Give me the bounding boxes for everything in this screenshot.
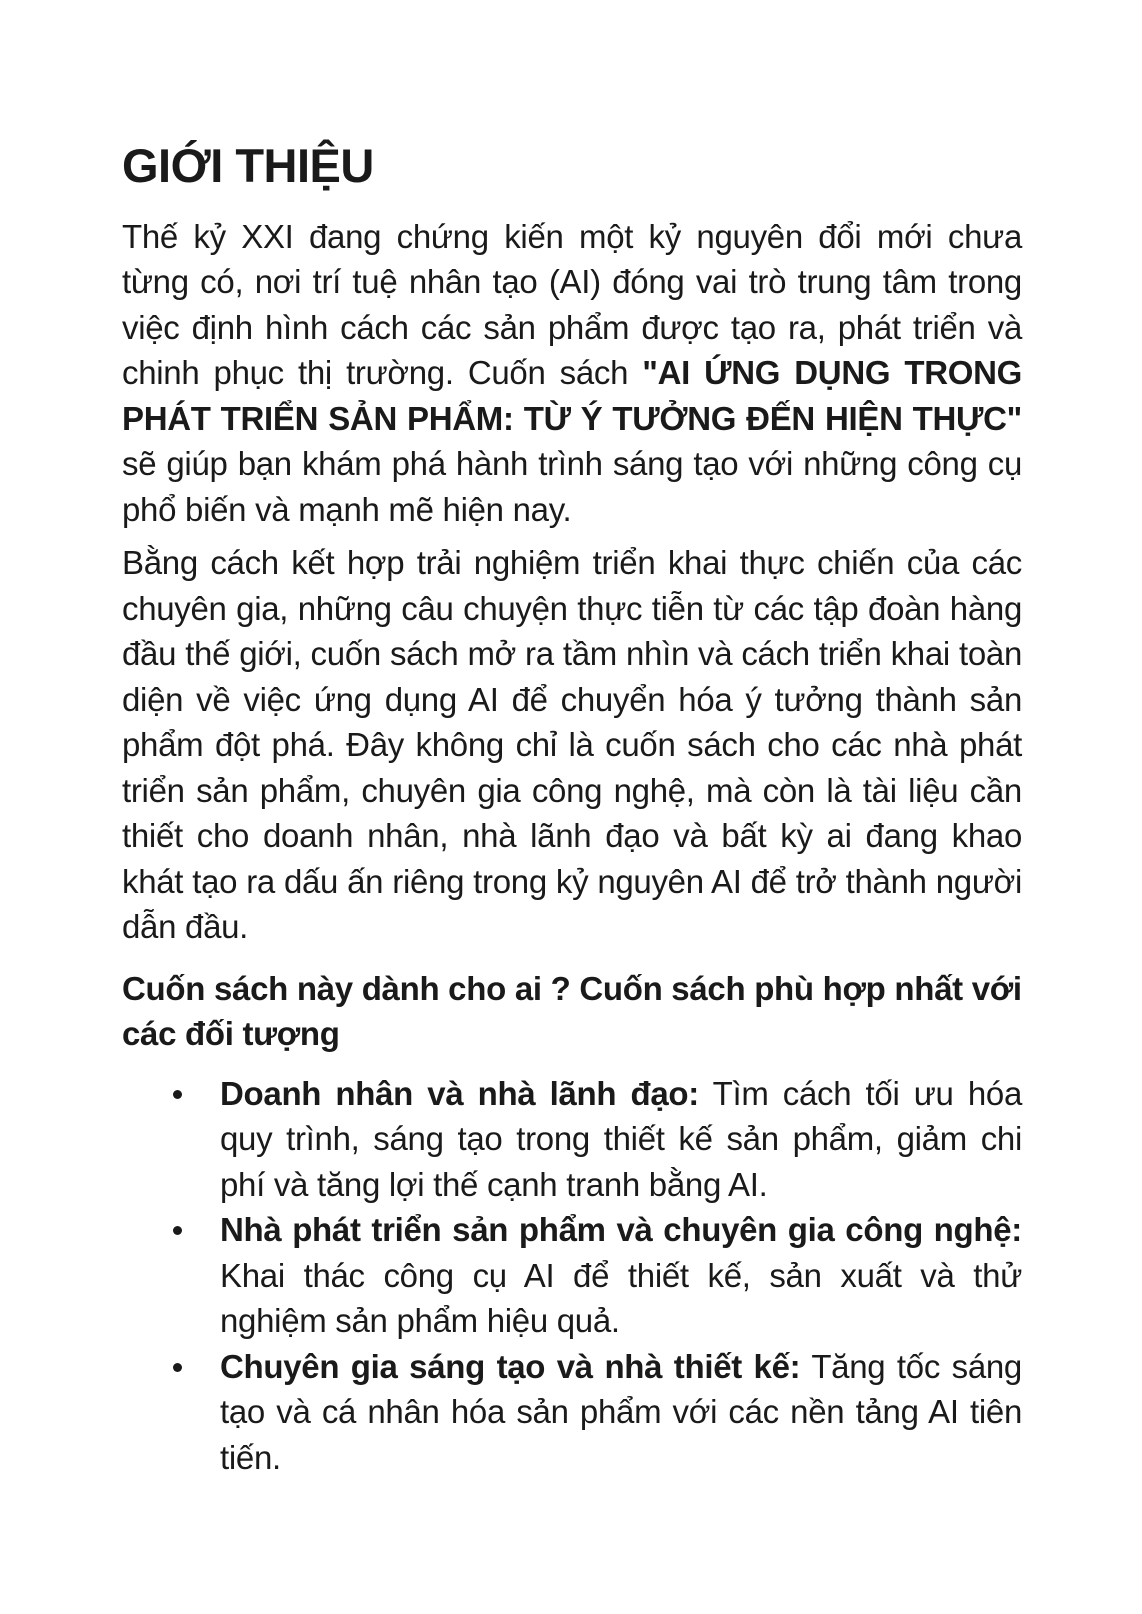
list-item-text: Tìm cách tối ưu hóa quy trình, sáng tạo trong thiết kế sản phẩm, giảm chi phí và tăng lợi thế cạnh tranh bằng AI. <box>220 1074 1022 1203</box>
second-paragraph: Bằng cách kết hợp trải nghiệm triển khai thực chiến của các chuyên gia, những câu chuyện thực tiễn từ các tập đoàn hàng đầu thế giới, cuốn sách mở ra tầm nhìn và cách triển khai toàn diện về việc ứng dụng AI để chuyển hóa ý tưởng thành sản phẩm đột phá. Đây không chỉ là cuốn sách cho các nhà phát triển sản phẩm, chuyên gia công nghệ, mà còn là tài liệu cần thiết cho doanh nhân, nhà lãnh đạo và bất kỳ ai đang khao khát tạo ra dấu ấn riêng trong kỷ nguyên AI để trở thành người dẫn đầu. <box>122 544 1022 946</box>
document-page <box>122 140 1022 1480</box>
book-title: "AI ỨNG DỤNG TRONG PHÁT TRIỂN SẢN PHẨM: TỪ Ý TƯỞNG ĐẾN HIỆN THỰC" <box>122 354 1023 437</box>
list-item <box>220 1207 1022 1344</box>
intro-text-after: sẽ giúp bạn khám phá hành trình sáng tạo với những công cụ phổ biến và mạnh mẽ hiện nay. <box>122 445 1022 528</box>
list-item <box>220 1071 1022 1208</box>
intro-text-before: Thế kỷ XXI đang chứng kiến một kỷ nguyên đổi mới chưa từng có, nơi trí tuệ nhân tạo (AI) đóng vai trò trung tâm trong việc định hình cách các sản phẩm được tạo ra, phát triển và chinh phục thị trường. Cuốn sách <box>122 217 1022 392</box>
list-item-text: Tăng tốc sáng tạo và cá nhân hóa sản phẩm với các nền tảng AI tiên tiến. <box>220 1347 1022 1476</box>
bullet-icon <box>173 1363 182 1372</box>
list-item-text: Khai thác công cụ AI để thiết kế, sản xuất và thử nghiệm sản phẩm hiệu quả. <box>220 1256 1022 1340</box>
list-item-label: Chuyên gia sáng tạo và nhà thiết kế: <box>220 1347 801 1385</box>
bullet-icon <box>173 1226 182 1235</box>
list-item <box>220 1344 1022 1481</box>
intro-paragraph <box>122 214 1022 533</box>
list-item-label: Nhà phát triển sản phẩm và chuyên gia công nghệ: <box>220 1211 1022 1249</box>
bullet-icon <box>173 1090 182 1099</box>
page-title: GIỚI THIỆU <box>122 139 374 192</box>
audience-list <box>122 1071 1022 1481</box>
audience-heading: Cuốn sách này dành cho ai ? Cuốn sách phù hợp nhất với các đối tượng <box>122 969 1022 1053</box>
list-item-label: Doanh nhân và nhà lãnh đạo: <box>220 1074 699 1112</box>
